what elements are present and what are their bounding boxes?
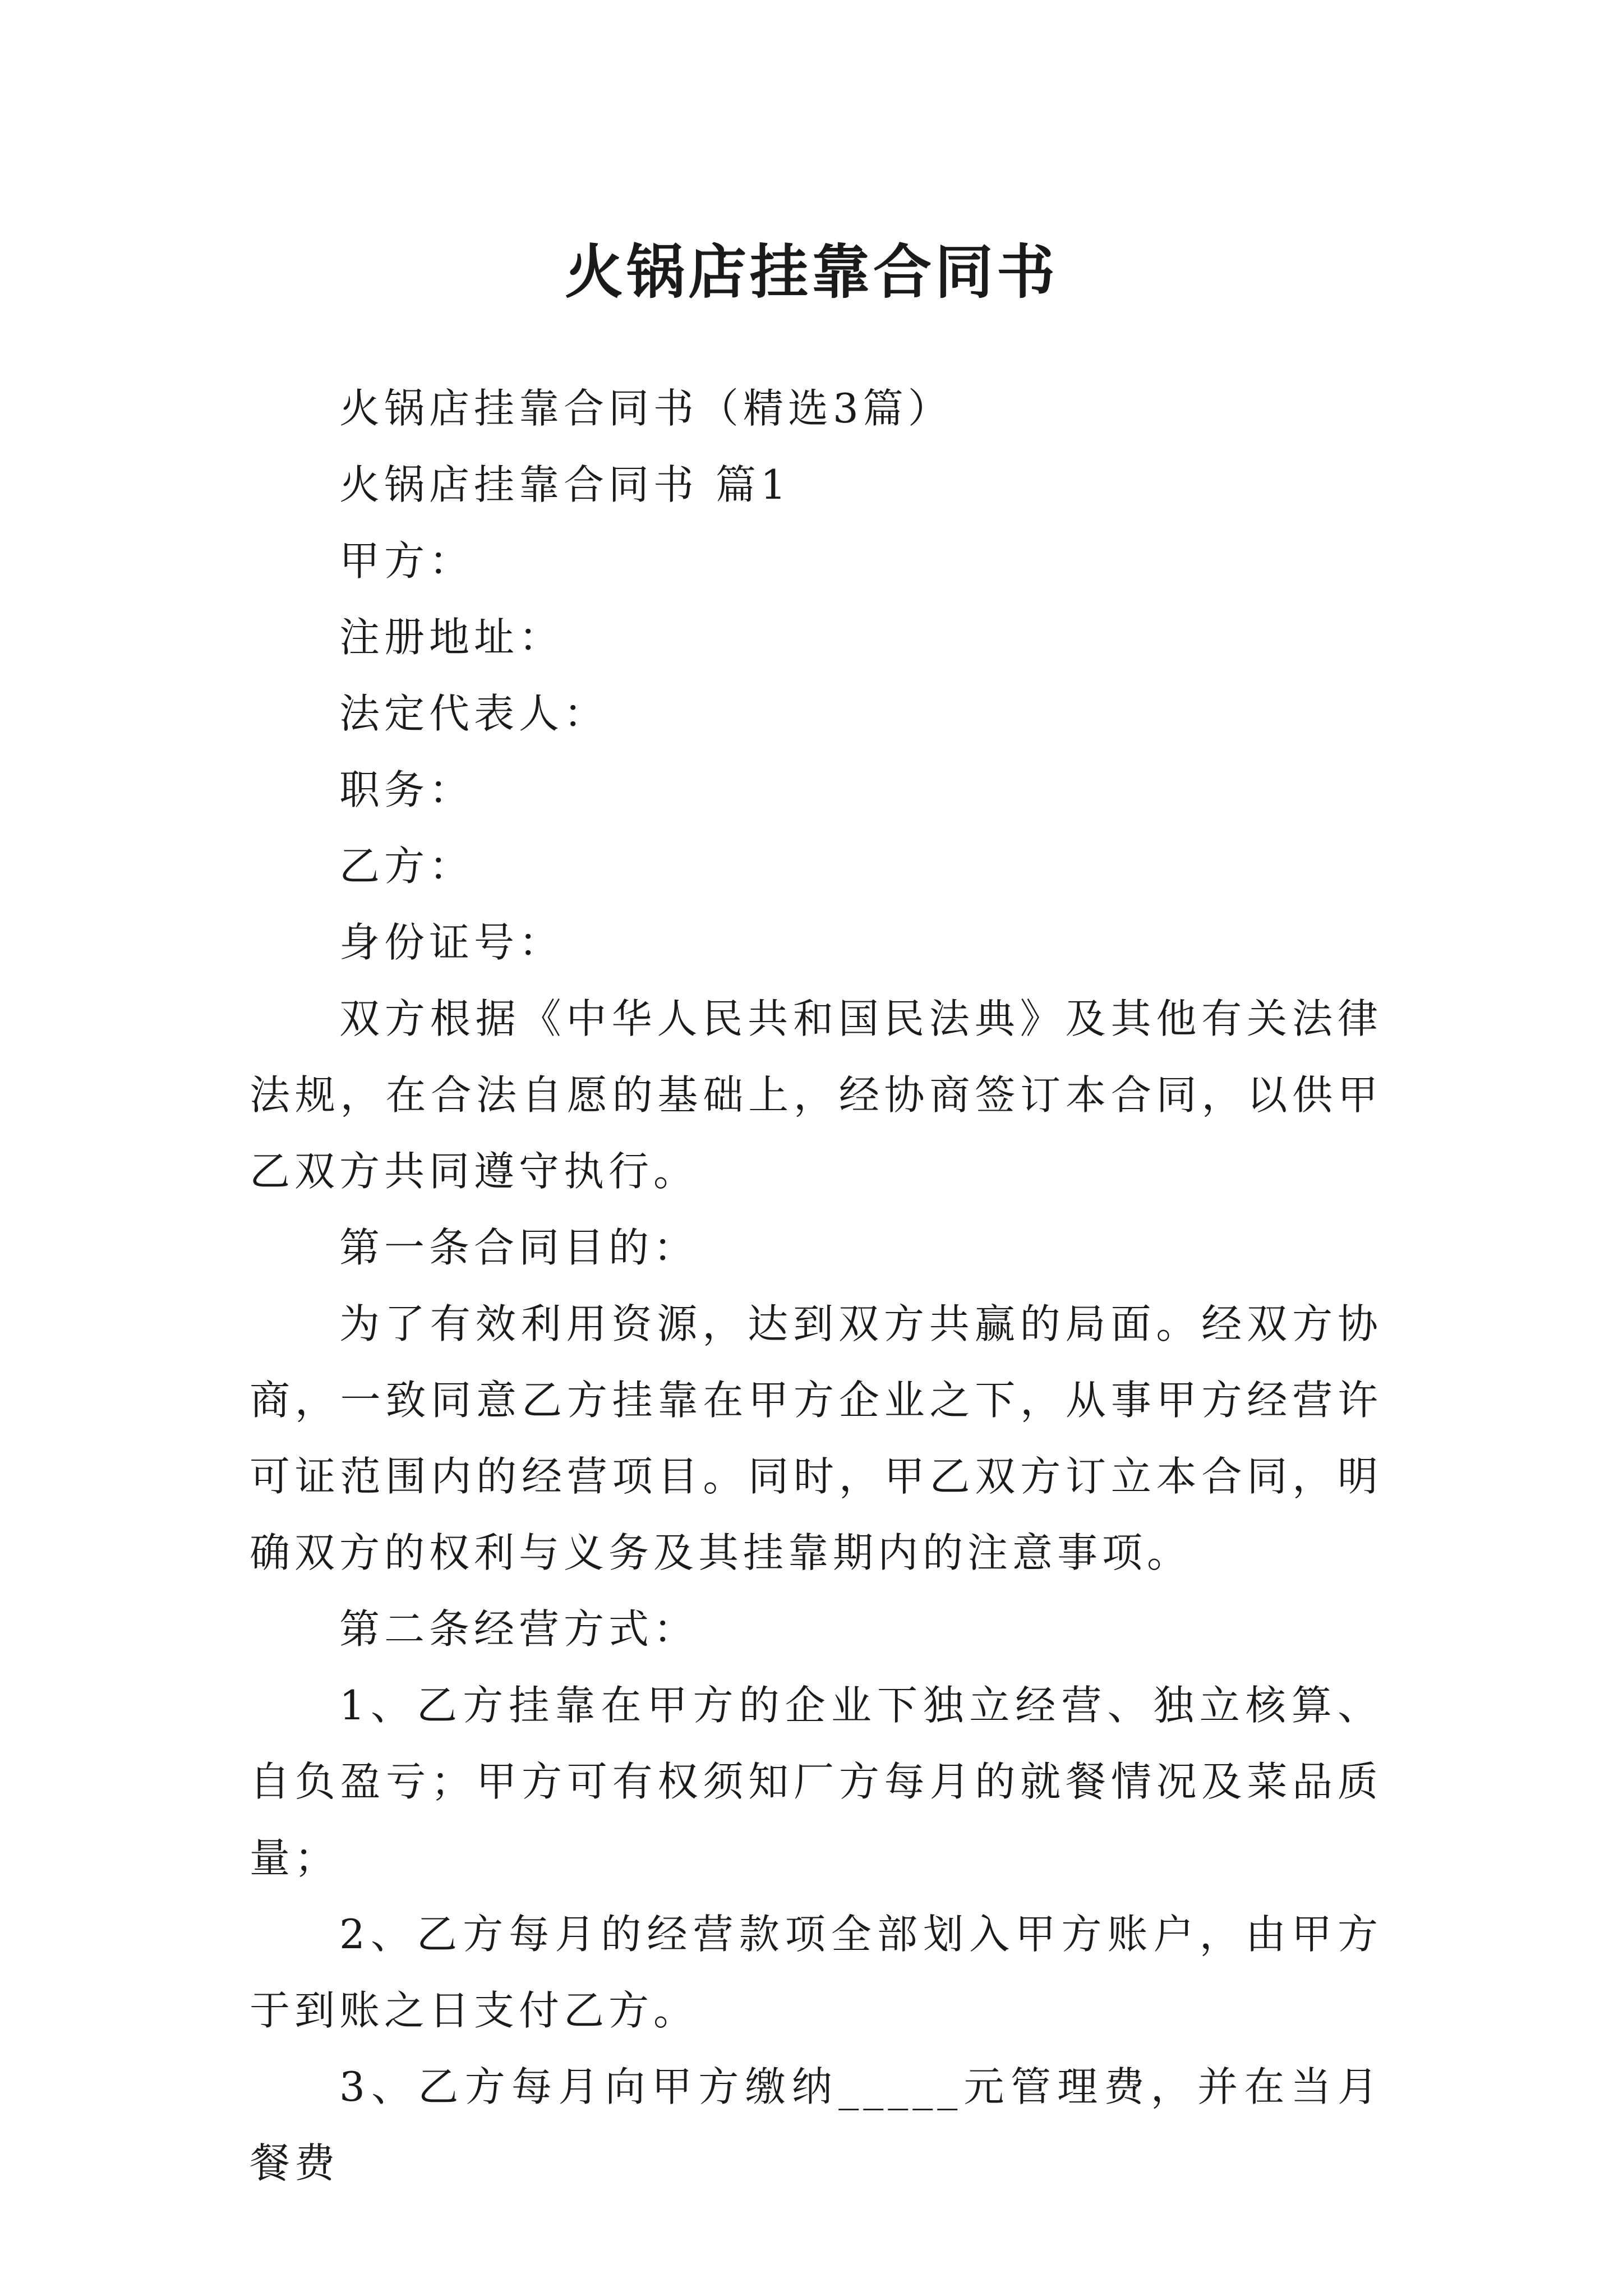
paragraph-clause-1: 1、乙方挂靠在甲方的企业下独立经营、独立核算、自负盈亏；甲方可有权须知厂方每月的就餐情况及菜品质量； — [250, 1682, 1382, 1881]
paragraph-id-number: 身份证号： — [339, 919, 564, 966]
paragraph-clause-3: 3、乙方每月向甲方缴纳_____元管理费，并在当月餐费 — [250, 2063, 1382, 2187]
paragraph-subtitle: 火锅店挂靠合同书（精选3篇） — [339, 385, 953, 432]
paragraph-party-b: 乙方： — [339, 843, 474, 890]
paragraph-article-1-heading: 第一条合同目的： — [339, 1224, 699, 1271]
paragraph-preamble: 双方根据《中华人民共和国民法典》及其他有关法律法规，在合法自愿的基础上，经协商签订本合同，以供甲乙双方共同遵守执行。 — [250, 995, 1382, 1195]
paragraph-registered-address: 注册地址： — [339, 614, 564, 661]
paragraph-clause-2: 2、乙方每月的经营款项全部划入甲方账户，由甲方于到账之日支付乙方。 — [250, 1911, 1382, 2034]
paragraph-section-heading: 火锅店挂靠合同书 篇1 — [339, 461, 791, 508]
paragraph-article-1-body: 为了有效利用资源，达到双方共赢的局面。经双方协商，一致同意乙方挂靠在甲方企业之下，从事甲方经营许可证范围内的经营项目。同时，甲乙双方订立本合同，明确双方的权利与义务及其挂靠期内的注意事项。 — [250, 1300, 1382, 1576]
document-body — [250, 370, 1382, 2201]
document-title: 火锅店挂靠合同书 — [564, 237, 1058, 306]
paragraph-article-2-heading: 第二条经营方式： — [339, 1605, 699, 1653]
paragraph-position: 职务： — [339, 766, 474, 813]
paragraph-legal-representative: 法定代表人： — [339, 690, 609, 737]
paragraph-party-a: 甲方： — [339, 537, 474, 585]
